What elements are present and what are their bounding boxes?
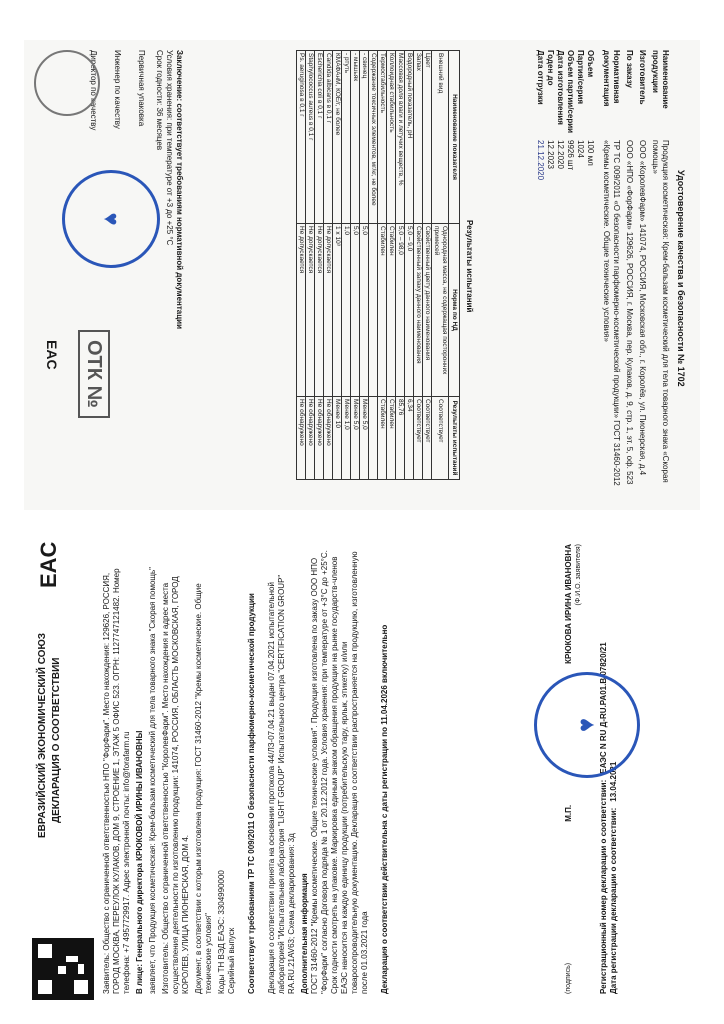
field-label: По заказу (625, 50, 634, 88)
stamp-logo-icon: ♥ (573, 717, 600, 733)
table-header-cell: Результаты испытаний (449, 397, 460, 480)
field-value: Продукция косметическая: Крем-бальзам косметический для тела товарного знака «Скорая помощь» (651, 140, 670, 483)
field-label: Годен до (546, 50, 555, 86)
table-cell: Термостабильность (378, 51, 387, 224)
product-text: заявляет, что Продукция косметическая: Крем-бальзам косметический для тела товарного знака "Скорая помощь" (148, 567, 157, 994)
signer-name: КРЮКОВА ИРИНА ИВАНОВНА (564, 544, 573, 664)
table-cell: 1,0 (342, 224, 351, 397)
table-cell: Однородная масса, не содержащая посторонних примесей (432, 224, 449, 397)
table-cell: Соответствует (414, 397, 423, 480)
table-cell: 5,0 – 9,0 (405, 224, 414, 397)
table-cell: Не обнаружено (297, 397, 306, 480)
table-cell: Менее 5,0 (351, 397, 360, 480)
field-label: Нормативная документация (602, 50, 621, 107)
table-cell (369, 224, 378, 397)
table-row (315, 51, 324, 480)
shelf-life-text: Срок годности: 36 месяцев (155, 50, 164, 151)
field-row (650, 50, 670, 510)
extra-heading: Дополнительная информация (300, 873, 309, 994)
ceo-text: В лице: Генерального директора КРЮКОВОЙ ИРИНЫ ИВАНОВНЫ (135, 730, 144, 994)
signer-label: (Ф.И.О. заявителя) (575, 544, 582, 606)
table-cell: 1 х 10³ (333, 224, 342, 397)
field-value: ООО «КоролевФарм» 141074, РОССИЯ, Московская обл., г. Королёв, ул. Пионерская, д.4 (638, 140, 647, 476)
validity-text: Декларация о соответствии действительна с даты регистрации по 11.04.2026 включительно (380, 624, 389, 994)
field-label: Наименование продукции (651, 50, 670, 109)
table-cell: Не допускается (297, 224, 306, 397)
table-row (432, 51, 449, 480)
document-text: Документ, в соответствии с которым изготовлена продукция: ГОСТ 31460-2012 "Кремы косметические. Общие технические условия" (194, 583, 213, 994)
table-row (342, 51, 351, 480)
field-value: 9926 шт (566, 140, 575, 171)
codes-text: Коды ТН ВЭД ЕАЭС: 3304990000 (217, 870, 226, 994)
union-header: ЕВРАЗИЙСКИЙ ЭКОНОМИЧЕСКИЙ СОЮЗ (37, 632, 48, 838)
field-label: Объем (586, 50, 595, 78)
table-cell: Менее 5,0 (360, 397, 369, 480)
table-cell: Менее 1,0 (342, 397, 351, 480)
signature-label: (подпись) (565, 962, 572, 994)
table-cell: Водородный показатель, pH (405, 51, 414, 224)
table-cell: Соответствует (432, 397, 449, 480)
table-cell: 5,0 – 98,0 (396, 224, 405, 397)
declaration-rotated-content (24, 528, 720, 1008)
table-row (378, 51, 387, 480)
field-row (545, 50, 555, 510)
basis-text: Декларация о соответствии принята на основании протокола 44/ЛЗ-07.04.21 выдан 07.04.2021 испытательной лабораторией "Испытательная лаборатория "LIGHT GROUP" Испытательного центра "CERTIFICATION GROUP" RA.RU.21AV63; Схема декларирования: 3д (267, 574, 296, 994)
field-label: Дата изготовления (556, 50, 565, 125)
conforms-text: Соответствует требованиям ТР ТС 009/2011 О безопасности парфюмерно-косметической продукции (247, 593, 256, 994)
table-row (324, 51, 333, 480)
certificate-fields (535, 50, 670, 510)
field-row (565, 50, 575, 510)
serial-text: Серийный выпуск (227, 927, 236, 994)
mp-label: М.П. (564, 804, 573, 822)
field-label: Изготовитель (638, 50, 647, 105)
field-value: 1024 (576, 140, 585, 158)
table-row (423, 51, 432, 480)
table-cell: Не обнаружено (324, 397, 333, 480)
table-cell: КМАФАнМ, КОЕ/г, не более (333, 51, 342, 224)
field-label: Объем партии/серии (566, 50, 575, 134)
manufacturer-text: Изготовитель: Общество с ограниченной ответственностью "КоролевФарм". Место нахождения и адрес места осуществления деятельности по изготовлению продукции: 141074, РОССИЯ, ОБЛАСТЬ МОСКОВСКАЯ, ГОРОД КОРОЛЕВ, УЛИЦА ПИОНЕРСКАЯ, ДОМ 4. (161, 576, 190, 994)
certificate-rotated-content (24, 40, 700, 510)
table-cell: Candida albicans в 0,1 г (324, 51, 333, 224)
round-seal-stamp (34, 50, 100, 116)
table-cell: 85,76 (396, 397, 405, 480)
table-cell: Содержание токсичных элементов, мг/кг, не более (369, 51, 378, 224)
table-cell: Свойственный цвету данного наименования (423, 224, 432, 397)
table-header-cell: Наименование показателя (449, 51, 460, 224)
declaration-header: ДЕКЛАРАЦИЯ О СООТВЕТСТВИИ (51, 657, 62, 823)
table-cell: Свойственный запаху данного наименования (414, 224, 423, 397)
field-row (637, 50, 647, 510)
table-cell: Не допускается (315, 224, 324, 397)
table-cell: Не обнаружено (306, 397, 315, 480)
field-label: Партия/серия (576, 50, 585, 105)
field-value: ООО «НПО «ФорФарм» 129626, РОССИЯ, г. Москва, пер. Кулаков, д. 9, стр. 1, эт. 5, оф. 523 (625, 140, 634, 485)
table-cell: Ps. aeruginosa в 0,1 г (297, 51, 306, 224)
table-cell: Не обнаружено (315, 397, 324, 480)
certificate-footer (88, 50, 184, 500)
table-header-cell: Норма по НД (449, 224, 460, 397)
table-cell: - свинец (360, 51, 369, 224)
company-stamp (62, 170, 160, 268)
field-value: 100 мл (586, 140, 595, 166)
table-cell: Соответствует (423, 397, 432, 480)
table-cell: Стабилен (387, 224, 396, 397)
table-cell: Внешний вид (432, 51, 449, 224)
table-row (387, 51, 396, 480)
results-table (296, 50, 460, 480)
reg-number-label: Регистрационный номер декларации о соответствии: (599, 779, 608, 994)
certificate-title: Удостоверение качества и безопасности № 1702 (676, 170, 686, 387)
field-row (575, 50, 585, 510)
table-cell: Массовая доля влаги и летучих веществ, % (396, 51, 405, 224)
table-row (306, 51, 315, 480)
table-cell: Не допускается (306, 224, 315, 397)
eac-logo: EAC (36, 541, 61, 588)
field-value: ТР ТС 009/2011 «О безопасности парфюмерно-косметической продукции» ГОСТ 31460-2012 «Кремы косметические. Общие технические условия» (602, 140, 621, 486)
reg-number-value: ЕАЭС N RU Д-RU.РА01.В.07820/21 (599, 642, 608, 774)
table-row (360, 51, 369, 480)
field-value: 12.2020 (556, 140, 565, 169)
table-cell: 5,0 (360, 224, 369, 397)
field-value: 12.2023 (546, 140, 555, 169)
company-stamp (534, 672, 640, 778)
table-cell: 6,34 (405, 397, 414, 480)
declaration-page (24, 528, 720, 1008)
reg-date-value: 13.04.2021 (609, 761, 618, 802)
field-row (601, 50, 621, 510)
otk-stamp: ОТК № (78, 330, 110, 418)
table-cell: Запах (414, 51, 423, 224)
field-row (535, 50, 545, 510)
table-cell: - мышьяк (351, 51, 360, 224)
signature-director: Директор по качеству (89, 50, 98, 131)
conclusion-text: Заключение: соответствует требованиям нормативной документации (175, 50, 184, 329)
table-cell: 5,0 (351, 224, 360, 397)
table-cell: Staphylococcus aureus в 0,1 г (306, 51, 315, 224)
field-row (555, 50, 565, 510)
extra-text: ГОСТ 31460-2012 "Кремы косметические. Общие технические условия". Продукция изготовлена по заказу ООО НПО "ФорФарм" согласно Договора подряда № 1 от 20.12.2012 года. Условия хранения: при температуре от +3°C до +25°C. Срок годности смотреть на упаковке. Маркировка единым знаком обращения продукции на рынке государств-членов ЕАЭС наносится на каждую единицу продукции (потребительскую тару, ярлык, этикетку) и/или товаросопроводительную документацию. Декларация о соответствии распространяется на продукцию, изготовленную после 01.03.2021 года (310, 550, 369, 994)
storage-text: Условия хранения: при температуре от +3 до +25 °С (165, 50, 174, 246)
field-row (585, 50, 595, 510)
table-cell: Стабилен (378, 224, 387, 397)
results-heading: Результаты испытаний (465, 220, 474, 313)
table-row (369, 51, 378, 480)
declaration-body (102, 544, 390, 994)
results-table-body (297, 51, 449, 480)
field-value: 21.12.2020 (536, 140, 545, 181)
table-row (333, 51, 342, 480)
table-cell: Цвет (423, 51, 432, 224)
table-cell: Стабилен (378, 397, 387, 480)
table-row (351, 51, 360, 480)
table-row (297, 51, 306, 480)
signature-engineer: Инженер по качеству (113, 50, 122, 129)
table-cell (369, 397, 378, 480)
table-cell: Не допускается (324, 224, 333, 397)
table-header-row (449, 51, 460, 480)
stamp-logo-icon: ♥ (99, 212, 124, 226)
qr-code (32, 938, 94, 1000)
reg-date-label: Дата регистрации декларации о соответствии: (609, 807, 618, 994)
applicant-text: Заявитель: Общество с ограниченной ответственностью НПО "ФорФарм". Место нахождения: 129626, РОССИЯ, ГОРОД МОСКВА, ПЕРЕУЛОК КУЛАКОВ, ДОМ 9, СТРОЕНИЕ 1, ЭТАЖ 5 ОФИС 523. ОГРН: 1127747121482. Номер телефона: +7 4957729917. Адрес электронной почты: info@forafarm.ru (102, 568, 131, 994)
table-row (414, 51, 423, 480)
table-row (405, 51, 414, 480)
field-label: Дата отгрузки (536, 50, 545, 105)
table-cell: Коллоидная стабильность (387, 51, 396, 224)
table-cell: Менее 10 (333, 397, 342, 480)
field-row (624, 50, 634, 510)
eac-mark: EAC (44, 340, 60, 370)
packaging-text: Первичная упаковка (137, 50, 146, 127)
table-cell: - ртуть (342, 51, 351, 224)
table-row (396, 51, 405, 480)
table-cell: Escherichia coli в 0,1 г (315, 51, 324, 224)
quality-certificate-page (24, 40, 700, 510)
table-cell: Стабилен (387, 397, 396, 480)
